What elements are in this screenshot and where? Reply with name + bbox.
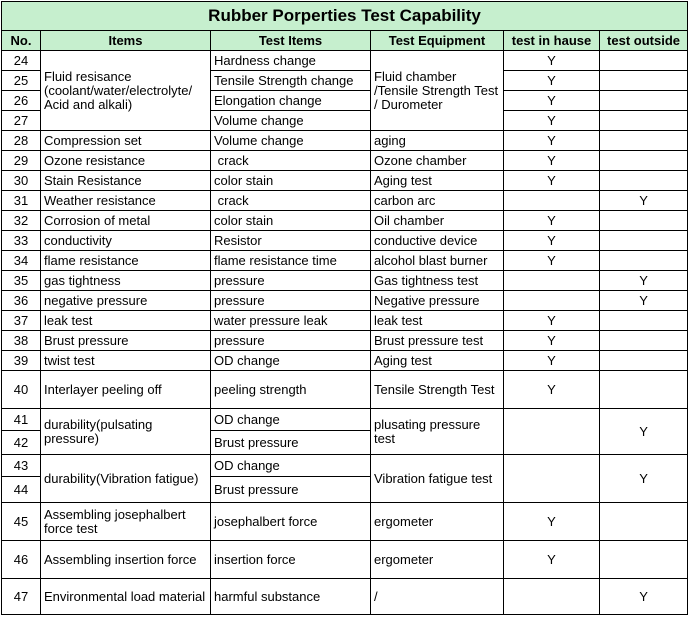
equipment-cell: plusating pressure test bbox=[371, 409, 504, 455]
outside-mark bbox=[600, 51, 688, 71]
in-house-mark: Y bbox=[504, 111, 600, 131]
test-item-cell: flame resistance time bbox=[211, 251, 371, 271]
item-cell: Environmental load material bbox=[41, 579, 211, 615]
item-cell: Assembling insertion force bbox=[41, 541, 211, 579]
row-number: 44 bbox=[2, 477, 41, 503]
in-house-mark: Y bbox=[504, 371, 600, 409]
outside-mark bbox=[600, 351, 688, 371]
row-number: 38 bbox=[2, 331, 41, 351]
table-row bbox=[2, 579, 688, 615]
equipment-cell: conductive device bbox=[371, 231, 504, 251]
row-number: 47 bbox=[2, 579, 41, 615]
header-test-equipment: Test Equipment bbox=[371, 31, 504, 51]
test-item-cell: pressure bbox=[211, 331, 371, 351]
row-number: 24 bbox=[2, 51, 41, 71]
header-no: No. bbox=[2, 31, 41, 51]
row-number: 34 bbox=[2, 251, 41, 271]
item-cell: Compression set bbox=[41, 131, 211, 151]
in-house-mark bbox=[504, 455, 600, 503]
capability-table bbox=[1, 1, 688, 615]
outside-mark: Y bbox=[600, 455, 688, 503]
outside-mark bbox=[600, 231, 688, 251]
table-row bbox=[2, 231, 688, 251]
outside-mark bbox=[600, 541, 688, 579]
row-number: 42 bbox=[2, 431, 41, 455]
equipment-cell: Vibration fatigue test bbox=[371, 455, 504, 503]
test-item-cell: OD change bbox=[211, 455, 371, 477]
table-row bbox=[2, 251, 688, 271]
table-row bbox=[2, 171, 688, 191]
table-row bbox=[2, 455, 688, 477]
in-house-mark: Y bbox=[504, 331, 600, 351]
outside-mark bbox=[600, 171, 688, 191]
outside-mark bbox=[600, 331, 688, 351]
header-items: Items bbox=[41, 31, 211, 51]
test-item-cell: OD change bbox=[211, 409, 371, 431]
table-row bbox=[2, 291, 688, 311]
item-cell: Fluid resisance (coolant/water/electrolyte/ Acid and alkali) bbox=[41, 51, 211, 131]
row-number: 31 bbox=[2, 191, 41, 211]
row-number: 26 bbox=[2, 91, 41, 111]
item-cell: Stain Resistance bbox=[41, 171, 211, 191]
table-row bbox=[2, 409, 688, 431]
row-number: 28 bbox=[2, 131, 41, 151]
header-in-house: test in hause bbox=[504, 31, 600, 51]
row-number: 35 bbox=[2, 271, 41, 291]
outside-mark bbox=[600, 371, 688, 409]
row-number: 39 bbox=[2, 351, 41, 371]
item-cell: Corrosion of metal bbox=[41, 211, 211, 231]
in-house-mark: Y bbox=[504, 171, 600, 191]
outside-mark bbox=[600, 211, 688, 231]
test-item-cell: pressure bbox=[211, 291, 371, 311]
table-row bbox=[2, 311, 688, 331]
test-item-cell: Volume change bbox=[211, 111, 371, 131]
test-item-cell: Resistor bbox=[211, 231, 371, 251]
test-item-cell: crack bbox=[211, 151, 371, 171]
outside-mark bbox=[600, 311, 688, 331]
equipment-cell: alcohol blast burner bbox=[371, 251, 504, 271]
equipment-cell: Negative pressure bbox=[371, 291, 504, 311]
row-number: 29 bbox=[2, 151, 41, 171]
table-row bbox=[2, 151, 688, 171]
outside-mark: Y bbox=[600, 191, 688, 211]
table-row bbox=[2, 371, 688, 409]
equipment-cell: Tensile Strength Test bbox=[371, 371, 504, 409]
row-number: 40 bbox=[2, 371, 41, 409]
in-house-mark: Y bbox=[504, 541, 600, 579]
outside-mark bbox=[600, 111, 688, 131]
test-item-cell: Brust pressure bbox=[211, 431, 371, 455]
item-cell: negative pressure bbox=[41, 291, 211, 311]
header-row bbox=[2, 31, 688, 51]
in-house-mark: Y bbox=[504, 71, 600, 91]
row-number: 37 bbox=[2, 311, 41, 331]
test-item-cell: water pressure leak bbox=[211, 311, 371, 331]
item-cell: Brust pressure bbox=[41, 331, 211, 351]
equipment-cell: leak test bbox=[371, 311, 504, 331]
table-row bbox=[2, 541, 688, 579]
outside-mark bbox=[600, 251, 688, 271]
item-cell: durability(pulsating pressure) bbox=[41, 409, 211, 455]
item-cell: twist test bbox=[41, 351, 211, 371]
equipment-cell: Oil chamber bbox=[371, 211, 504, 231]
row-number: 41 bbox=[2, 409, 41, 431]
in-house-mark: Y bbox=[504, 151, 600, 171]
test-item-cell: harmful substance bbox=[211, 579, 371, 615]
outside-mark: Y bbox=[600, 579, 688, 615]
table-row bbox=[2, 271, 688, 291]
equipment-cell: ergometer bbox=[371, 541, 504, 579]
outside-mark: Y bbox=[600, 409, 688, 455]
test-item-cell: crack bbox=[211, 191, 371, 211]
header-test-items: Test Items bbox=[211, 31, 371, 51]
in-house-mark bbox=[504, 409, 600, 455]
equipment-cell: Aging test bbox=[371, 351, 504, 371]
in-house-mark: Y bbox=[504, 251, 600, 271]
table-row bbox=[2, 131, 688, 151]
item-cell: Weather resistance bbox=[41, 191, 211, 211]
test-item-cell: color stain bbox=[211, 211, 371, 231]
test-item-cell: josephalbert force bbox=[211, 503, 371, 541]
row-number: 33 bbox=[2, 231, 41, 251]
equipment-cell: ergometer bbox=[371, 503, 504, 541]
in-house-mark: Y bbox=[504, 51, 600, 71]
row-number: 46 bbox=[2, 541, 41, 579]
item-cell: Ozone resistance bbox=[41, 151, 211, 171]
outside-mark bbox=[600, 151, 688, 171]
in-house-mark bbox=[504, 291, 600, 311]
outside-mark bbox=[600, 71, 688, 91]
test-item-cell: insertion force bbox=[211, 541, 371, 579]
in-house-mark: Y bbox=[504, 503, 600, 541]
row-number: 36 bbox=[2, 291, 41, 311]
row-number: 32 bbox=[2, 211, 41, 231]
equipment-cell: Fluid chamber /Tensile Strength Test / Durometer bbox=[371, 51, 504, 131]
outside-mark bbox=[600, 131, 688, 151]
in-house-mark: Y bbox=[504, 311, 600, 331]
table-row bbox=[2, 331, 688, 351]
header-outside: test outside bbox=[600, 31, 688, 51]
test-item-cell: Brust pressure bbox=[211, 477, 371, 503]
equipment-cell: Ozone chamber bbox=[371, 151, 504, 171]
table-title: Rubber Porperties Test Capability bbox=[2, 2, 688, 31]
equipment-cell: Aging test bbox=[371, 171, 504, 191]
item-cell: flame resistance bbox=[41, 251, 211, 271]
in-house-mark: Y bbox=[504, 211, 600, 231]
test-item-cell: pressure bbox=[211, 271, 371, 291]
table-row bbox=[2, 503, 688, 541]
test-item-cell: Volume change bbox=[211, 131, 371, 151]
row-number: 25 bbox=[2, 71, 41, 91]
test-item-cell: Elongation change bbox=[211, 91, 371, 111]
test-item-cell: OD change bbox=[211, 351, 371, 371]
item-cell: gas tightness bbox=[41, 271, 211, 291]
item-cell: durability(Vibration fatigue) bbox=[41, 455, 211, 503]
outside-mark: Y bbox=[600, 271, 688, 291]
outside-mark bbox=[600, 503, 688, 541]
row-number: 43 bbox=[2, 455, 41, 477]
in-house-mark bbox=[504, 579, 600, 615]
in-house-mark: Y bbox=[504, 231, 600, 251]
in-house-mark bbox=[504, 271, 600, 291]
capability-sheet bbox=[1, 1, 688, 615]
item-cell: conductivity bbox=[41, 231, 211, 251]
row-number: 30 bbox=[2, 171, 41, 191]
item-cell: Assembling josephalbert force test bbox=[41, 503, 211, 541]
row-number: 45 bbox=[2, 503, 41, 541]
outside-mark bbox=[600, 91, 688, 111]
table-row bbox=[2, 51, 688, 71]
test-item-cell: Hardness change bbox=[211, 51, 371, 71]
equipment-cell: carbon arc bbox=[371, 191, 504, 211]
in-house-mark: Y bbox=[504, 91, 600, 111]
equipment-cell: aging bbox=[371, 131, 504, 151]
item-cell: Interlayer peeling off bbox=[41, 371, 211, 409]
test-item-cell: Tensile Strength change bbox=[211, 71, 371, 91]
in-house-mark: Y bbox=[504, 131, 600, 151]
test-item-cell: peeling strength bbox=[211, 371, 371, 409]
table-row bbox=[2, 211, 688, 231]
table-row bbox=[2, 351, 688, 371]
equipment-cell: / bbox=[371, 579, 504, 615]
row-number: 27 bbox=[2, 111, 41, 131]
equipment-cell: Brust pressure test bbox=[371, 331, 504, 351]
outside-mark: Y bbox=[600, 291, 688, 311]
item-cell: leak test bbox=[41, 311, 211, 331]
table-row bbox=[2, 191, 688, 211]
test-item-cell: color stain bbox=[211, 171, 371, 191]
in-house-mark: Y bbox=[504, 351, 600, 371]
equipment-cell: Gas tightness test bbox=[371, 271, 504, 291]
in-house-mark bbox=[504, 191, 600, 211]
